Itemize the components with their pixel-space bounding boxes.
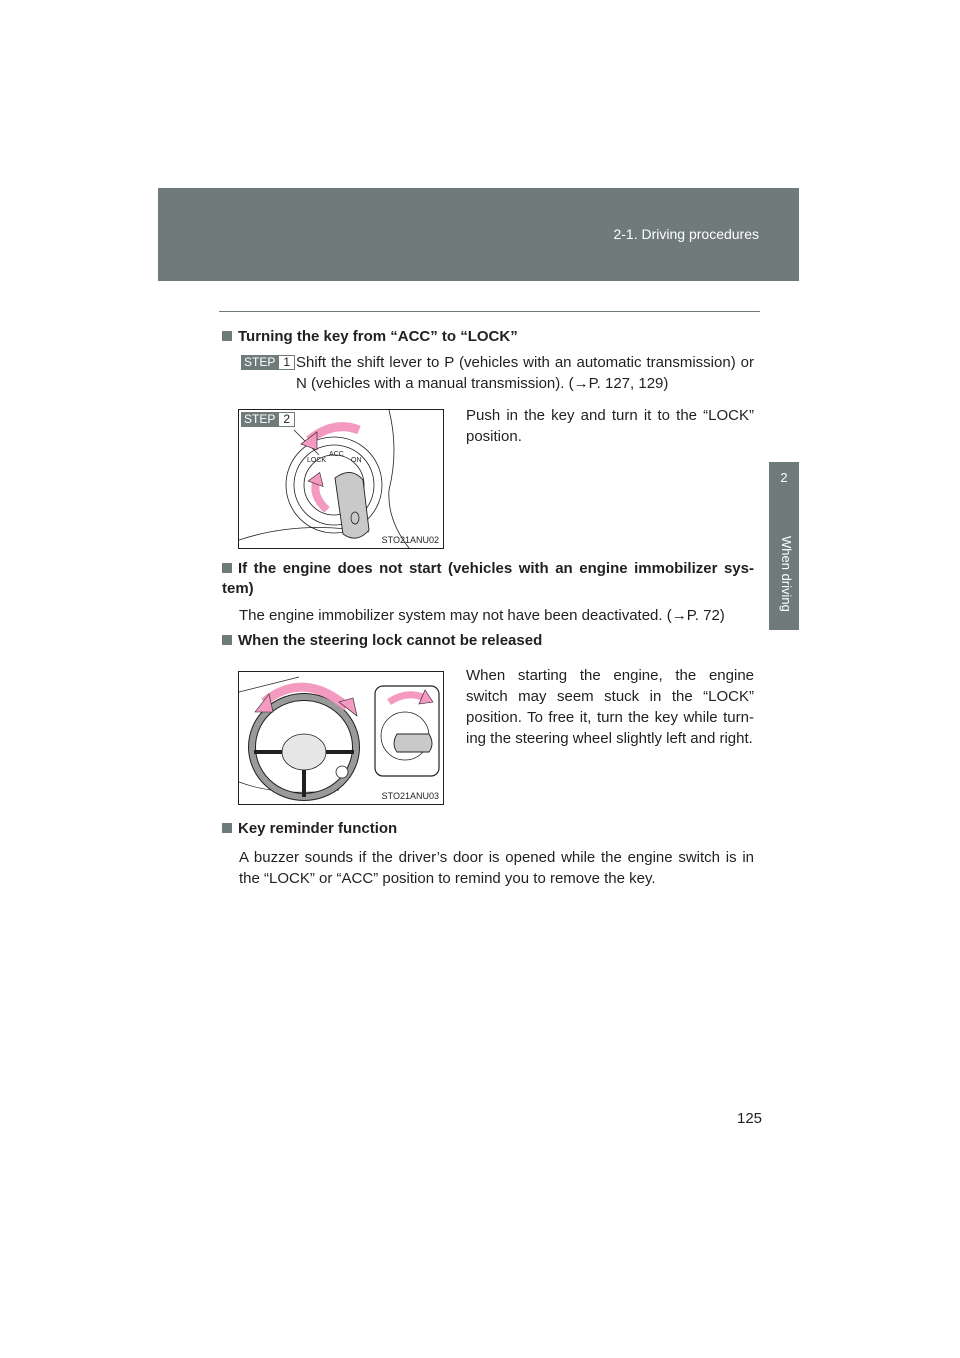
figure-code: STO21ANU02 (381, 535, 439, 545)
steering-lock-text: When starting the engine, the engine switch may seem stuck in the “LOCK” position. To free it, turn the key while turn-ing the steering wheel slightly left and right. (466, 667, 754, 747)
step-number: 2 (278, 412, 295, 427)
step-1-badge (239, 355, 297, 370)
heading-text: When the steering lock cannot be released (238, 632, 543, 649)
lock-ring-label: LOCK (307, 457, 327, 464)
header-rule (219, 311, 760, 312)
step-label: STEP (241, 355, 278, 370)
page-number: 125 (737, 1110, 763, 1127)
heading-acc-to-lock (222, 327, 754, 347)
header-band (158, 188, 799, 281)
heading-engine-not-start (222, 559, 754, 599)
heading-text: If the engine does not start (vehicles with an engine immobilizer sys-tem) (222, 560, 754, 597)
step-number: 1 (278, 355, 295, 370)
chapter-label: When driving (779, 536, 794, 612)
ignition-key-figure (238, 409, 444, 549)
square-bullet-icon (222, 563, 232, 573)
on-ring-label: ON (351, 457, 362, 464)
heading-steering-lock (222, 631, 754, 651)
immobilizer-text: The engine immobilizer system may not have been deactivated. (→P. 72) (239, 607, 725, 624)
acc-ring-label: ACC (329, 451, 344, 458)
step-2-badge (239, 412, 297, 427)
ignition-key-illustration (239, 410, 443, 548)
steering-wheel-illustration (239, 672, 443, 804)
step-label: STEP (241, 412, 278, 427)
heading-text: Turning the key from “ACC” to “LOCK” (238, 328, 518, 345)
key-reminder-text: A buzzer sounds if the driver’s door is opened while the engine switch is in the “LOCK” or “ACC” position to remind you to remove the key. (239, 849, 754, 887)
step-2-text: Push in the key and turn it to the “LOCK” position. (466, 407, 754, 445)
figure-code: STO21ANU03 (381, 791, 439, 801)
square-bullet-icon (222, 823, 232, 833)
section-title: 2-1. Driving procedures (613, 226, 759, 242)
heading-text: Key reminder function (238, 820, 398, 837)
step-1-text: Shift the shift lever to P (vehicles with an automatic transmission) or N (vehicles with a manual transmission). (→P. 127, 129) (296, 354, 754, 392)
square-bullet-icon (222, 635, 232, 645)
steering-wheel-figure (238, 671, 444, 805)
heading-key-reminder (222, 819, 754, 839)
chapter-number: 2 (780, 470, 788, 485)
square-bullet-icon (222, 331, 232, 341)
